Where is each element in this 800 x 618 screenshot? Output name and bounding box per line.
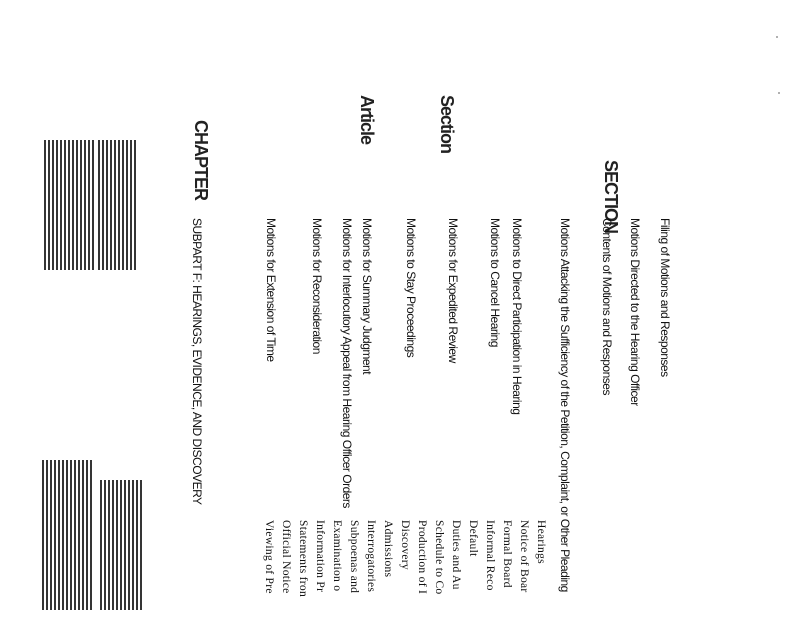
toc-item: Motions for Interlocutory Appeal from Hearing Officer Orders <box>340 218 354 508</box>
scan-speck <box>778 92 780 94</box>
smudged-text-block <box>42 460 92 610</box>
list-item: Admissions <box>382 520 394 578</box>
toc-item: Motions for Extension of Time <box>264 218 278 362</box>
smudged-text-block <box>44 140 96 270</box>
list-item: Official Notice <box>280 520 292 594</box>
list-item: Production of I <box>416 520 428 595</box>
toc-item: Motions to Direct Participation in Hearing <box>510 218 524 415</box>
toc-item: Motions for Summary Judgment <box>360 218 374 375</box>
list-item: Schedule to Co <box>433 520 445 595</box>
list-item: Statements fron <box>297 520 309 597</box>
list-item: Formal Board <box>501 520 513 588</box>
heading-article: Article <box>357 95 377 145</box>
list-item: Duties and Au <box>450 520 462 590</box>
toc-item: Motions for Expedited Review <box>446 218 460 363</box>
list-item: Information Pr <box>314 520 326 593</box>
toc-item: Motions Directed to the Hearing Officer <box>628 218 642 406</box>
toc-item: Contents of Motions and Responses <box>600 218 614 395</box>
toc-item: Motions Attacking the Sufficiency of the Petition, Complaint, or Other Pleading <box>558 218 572 592</box>
heading-section-2: Section <box>437 95 457 154</box>
list-item: Viewing of Pre <box>263 520 275 594</box>
heading-section: SECTION <box>601 160 621 234</box>
smudged-text-block <box>98 140 138 270</box>
list-item: Examination o <box>331 520 343 592</box>
list-item: Default <box>467 520 479 557</box>
list-item: Notice of Boar <box>518 520 530 593</box>
list-item: Subpoenas and <box>348 520 360 594</box>
scan-speck <box>776 36 778 38</box>
toc-item: Motions to Stay Proceedings <box>404 218 418 358</box>
smudged-text-block <box>100 480 142 610</box>
list-item: Discovery <box>399 520 411 570</box>
subpart-title: SUBPART F: HEARINGS, EVIDENCE, AND DISCOVERY <box>190 218 204 505</box>
list-item: Informal Reco <box>484 520 496 591</box>
toc-item: Filing of Motions and Responses <box>658 218 672 377</box>
toc-item: Motions to Cancel Hearing <box>488 218 502 347</box>
list-item: Hearings <box>535 520 547 564</box>
list-item: Interrogatories <box>365 520 377 593</box>
heading-chapter: CHAPTER <box>191 120 211 201</box>
toc-item: Motions for Reconsideration <box>310 218 324 354</box>
